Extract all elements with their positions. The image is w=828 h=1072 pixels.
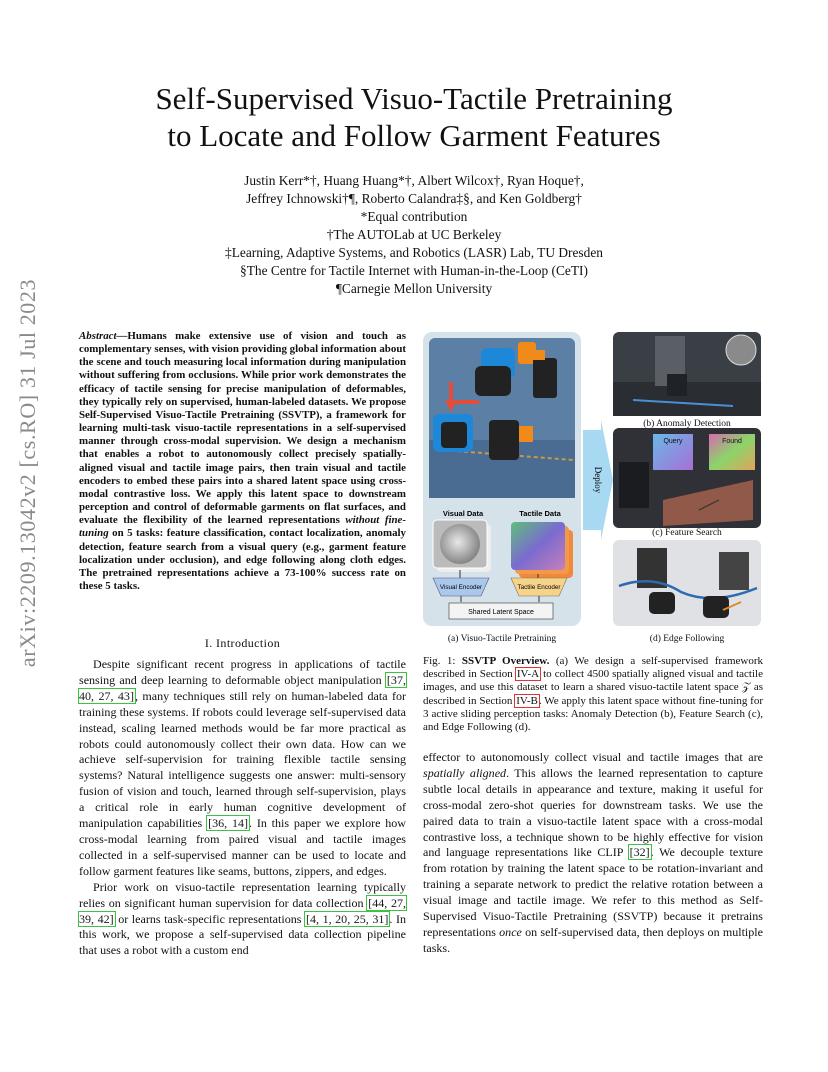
intro-text: Prior work on visuo-tactile representation learning typically relies on significant human supervision for data collection	[79, 879, 406, 910]
citation-link[interactable]: [44, 27, 39, 42]	[79, 895, 407, 926]
subcaption-d: (d) Edge Following	[649, 634, 725, 644]
subcaption-a: (a) Visuo-Tactile Pretraining	[447, 634, 557, 644]
abstract-emphasis: without fine-tuning	[79, 514, 406, 540]
abstract-text-2: on 5 tasks: feature classification, contact localization, anomaly detection, feature search from a visual query (e.g., garment feature localization under occlusion), and edge following along cloth edges. The pretrained representations achieve a 73-100% success rate on these 5 tasks.	[79, 527, 406, 592]
visual-data-label: Visual Data	[442, 509, 484, 518]
subcaption-b: (b) Anomaly Detection	[643, 419, 731, 429]
caption-title: SSVTP Overview.	[461, 655, 550, 667]
equal-contribution-note: *Equal contribution	[360, 209, 468, 224]
affiliation-autolab: †The AUTOLab at UC Berkeley	[326, 227, 502, 242]
tactile-encoder-label: Tactile Encoder	[517, 584, 561, 591]
intro-paragraph-2	[79, 880, 406, 960]
subcaption-c: (c) Feature Search	[652, 528, 722, 538]
affiliation-lasr: ‡Learning, Adaptive Systems, and Robotics (LASR) Lab, TU Dresden	[225, 245, 603, 260]
intro-text: . In this work, we propose a self-supervised data collection pipeline that uses a robot with a custom end	[79, 911, 407, 958]
body-text: on self-supervised data, then deploys on multiple tasks.	[423, 924, 763, 955]
body-text: effector to autonomously collect visual and tactile images that are	[423, 750, 763, 764]
intro-text: or learns task-specific representations	[114, 911, 305, 926]
figure-1	[423, 330, 764, 648]
introduction-body	[79, 657, 406, 959]
caption-text: to collect 4500 spatially aligned visual and tactile images, and use this dataset to learn a shared visuo-tactile latent space 𝒵 as described in Section	[423, 668, 763, 707]
citation-link[interactable]: [32]	[629, 845, 650, 860]
section-ref-link[interactable]: IV-B	[516, 694, 538, 707]
body-text: . We decouple texture from rotation by training the latent space to be rotation-invariant and training a separate network to predict the relative rotation between a visual image and tactile image. We refer to this method as Self-Supervised Visuo-Tactile Pretraining (SSVTP) because it pretrains representations	[423, 845, 763, 939]
intro-text: . In this paper we explore how cross-modal learning from paired visual and tactile images collected in a self-supervised manner can be used to locate and follow garment features like seams, buttons, zippers, and edges.	[79, 816, 407, 878]
affiliation-cmu: ¶Carnegie Mellon University	[335, 281, 493, 296]
caption-text: (a) We design a self-supervised framework described in Section	[423, 655, 764, 681]
title-line-1: Self-Supervised Visuo-Tactile Pretraining	[155, 81, 673, 116]
emphasis-text: once	[499, 924, 522, 939]
query-label: Query	[663, 438, 683, 445]
caption-lead: Fig. 1:	[423, 655, 462, 667]
paper-title	[60, 80, 768, 154]
figure-1-caption	[423, 655, 763, 734]
tactile-data-label: Tactile Data	[519, 509, 561, 518]
authors-line-1: Justin Kerr*†, Huang Huang*†, Albert Wilcox†, Ryan Hoque†,	[244, 173, 584, 188]
citation-link[interactable]: [4, 1, 20, 25, 31]	[305, 911, 389, 926]
emphasis-text: spatially aligned	[423, 765, 507, 780]
right-column-body	[423, 750, 763, 957]
citation-link[interactable]: [37, 40, 27, 43]	[79, 672, 406, 703]
intro-text: Despite significant recent progress in applications of tactile sensing and deep learning to deformable object manipulation	[79, 657, 406, 687]
abstract-text-1: —Humans make extensive use of vision and touch as complementary senses, with vision providing global information about the scene and touch measuring local information during manipulation without suffering from occlusions. While prior work demonstrates the efficacy of tactile sensing for precise manipulation of deformables, they typically rely on supervised, human-labeled datasets. We propose Self-Supervised Visuo-Tactile Pretraining (SSVTP), a framework for learning multi-task visuo-tactile representations in a self-supervised manner through cross-modal supervision. We design a mechanism that enables a robot to autonomously collect precisely spatially-aligned visual and tactile image pairs, then train visual and tactile encoders to embed these pairs into a shared latent space using cross-modal contrastive loss. We apply this latent space to downstream perception and control of deformable garments on flat surfaces, and evaluate the flexibility of the learned representations	[79, 330, 406, 527]
section-heading-introduction: I. Introduction	[204, 636, 281, 650]
abstract-label: Abstract	[79, 330, 117, 342]
tactile-image	[511, 522, 565, 570]
figure-1-graphic	[423, 330, 764, 648]
arxiv-identifier: arXiv:2209.13042v2 [cs.RO] 31 Jul 2023	[15, 278, 40, 668]
visual-encoder-label: Visual Encoder	[439, 584, 483, 591]
button-image	[440, 524, 480, 564]
authors-line-2: Jeffrey Ichnowski†¶, Roberto Calandra‡§, and Ken Goldberg†	[246, 191, 582, 206]
title-line-2: to Locate and Follow Garment Features	[167, 118, 661, 153]
shared-latent-label: Shared Latent Space	[468, 609, 534, 616]
caption-text: . We apply this latent space without fine-tuning for 3 active sliding perception tasks: Anomaly Detection (b), Feature Search (c), and Edge Following (d).	[423, 694, 763, 734]
section-ref-link[interactable]: IV-A	[516, 668, 540, 681]
author-block	[110, 172, 718, 298]
found-label: Found	[722, 438, 742, 445]
body-text: . This allows the learned representation to capture subtle local details in appearance and texture, making it useful for cross-modal zero-shot queries for downstream tasks. We use the paired data to train a visuo-tactile latent space with a cross-modal contrastive loss, a technique shown to be highly effective for vision and language representations like CLIP	[423, 765, 764, 860]
citation-link[interactable]: [36, 14]	[208, 816, 249, 831]
deploy-label: Deploy	[593, 466, 603, 494]
intro-paragraph-1	[79, 657, 406, 880]
abstract	[79, 330, 406, 593]
affiliation-ceti: §The Centre for Tactile Internet with Human-in-the-Loop (CeTI)	[240, 263, 588, 278]
right-paragraph	[423, 750, 763, 957]
intro-text: , many techniques still rely on human-labeled data for training these systems. If robots could leverage self-supervised data instead, scaling learned methods would be far more practical as robots could autonomously collect their own data. How can we achieve self-supervision for training flexible tactile sensing systems? Natural intelligence suggests one answer: multi-sensory fusion of vision and touch, learned through self-supervision, plays a critical role in early human cognitive development of manipulation capabilities	[79, 688, 407, 831]
